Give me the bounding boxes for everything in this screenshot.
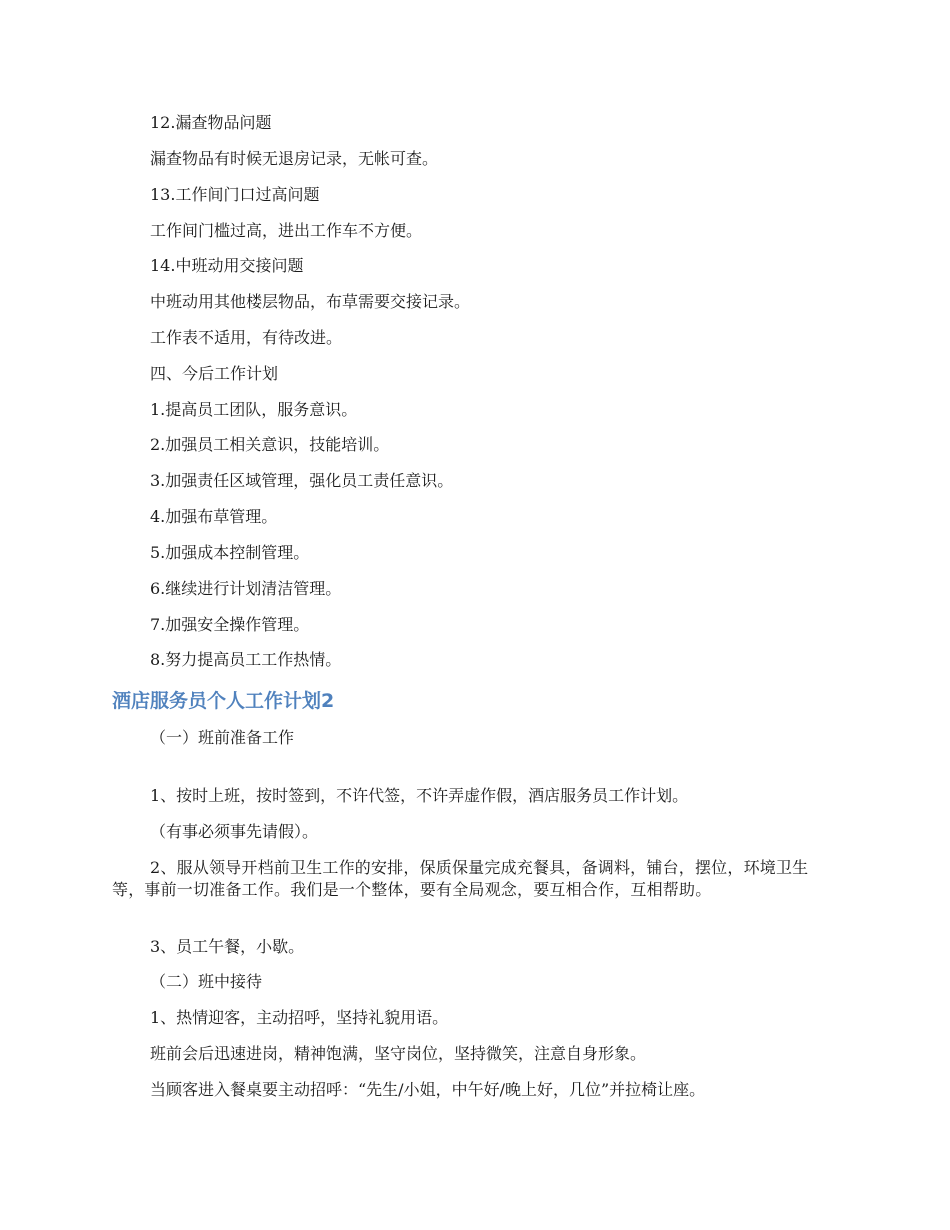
plan-item-7: 7.加强安全操作管理。 bbox=[150, 615, 310, 634]
item-14-title: 14.中班动用交接问题 bbox=[150, 256, 304, 275]
worksheet-note: 工作表不适用，有待改进。 bbox=[150, 328, 343, 347]
plan-item-6: 6.继续进行计划清洁管理。 bbox=[150, 579, 342, 598]
plan-item-1: 1.提高员工团队，服务意识。 bbox=[150, 400, 358, 419]
item-14-text: 中班动用其他楼层物品，布草需要交接记录。 bbox=[150, 292, 471, 311]
prep-item-2: 2、服从领导开档前卫生工作的安排，保质保量完成充餐具，备调料，铺台，摆位，环境卫生等，事前一切准备工作。我们是一个整体，要有全局观念，要互相合作，互相帮助。 bbox=[112, 858, 809, 899]
plan-item-5: 5.加强成本控制管理。 bbox=[150, 543, 310, 562]
plan-item-2: 2.加强员工相关意识，技能培训。 bbox=[150, 435, 390, 454]
item-12-text: 漏查物品有时候无退房记录，无帐可查。 bbox=[150, 149, 439, 168]
service-title: （二）班中接待 bbox=[150, 972, 263, 991]
prep-item-3: 3、员工午餐，小歇。 bbox=[150, 937, 305, 956]
service-detail-1: 班前会后迅速进岗，精神饱满，坚守岗位，坚持微笑，注意自身形象。 bbox=[150, 1044, 647, 1063]
plan-item-3: 3.加强责任区域管理，强化员工责任意识。 bbox=[150, 471, 454, 490]
item-13-title: 13.工作间门口过高问题 bbox=[150, 185, 320, 204]
item-12-title: 12.漏查物品问题 bbox=[150, 113, 272, 132]
prep-item-1: 1、按时上班，按时签到，不许代签，不许弄虚作假，酒店服务员工作计划。 bbox=[150, 786, 689, 805]
future-plan-title: 四、今后工作计划 bbox=[150, 364, 279, 383]
service-detail-2: 当顾客进入餐桌要主动招呼：“先生/小姐，中午好/晚上好，几位”并拉椅让座。 bbox=[150, 1080, 706, 1099]
section-heading: 酒店服务员个人工作计划2 bbox=[112, 690, 335, 712]
service-item-1: 1、热情迎客，主动招呼，坚持礼貌用语。 bbox=[150, 1008, 449, 1027]
plan-item-4: 4.加强布草管理。 bbox=[150, 507, 278, 526]
item-13-text: 工作间门槛过高，进出工作车不方便。 bbox=[150, 221, 423, 240]
leave-note: （有事必须事先请假）。 bbox=[150, 822, 319, 841]
prep-work-title: （一）班前准备工作 bbox=[150, 728, 295, 747]
plan-item-8: 8.努力提高员工工作热情。 bbox=[150, 650, 342, 669]
